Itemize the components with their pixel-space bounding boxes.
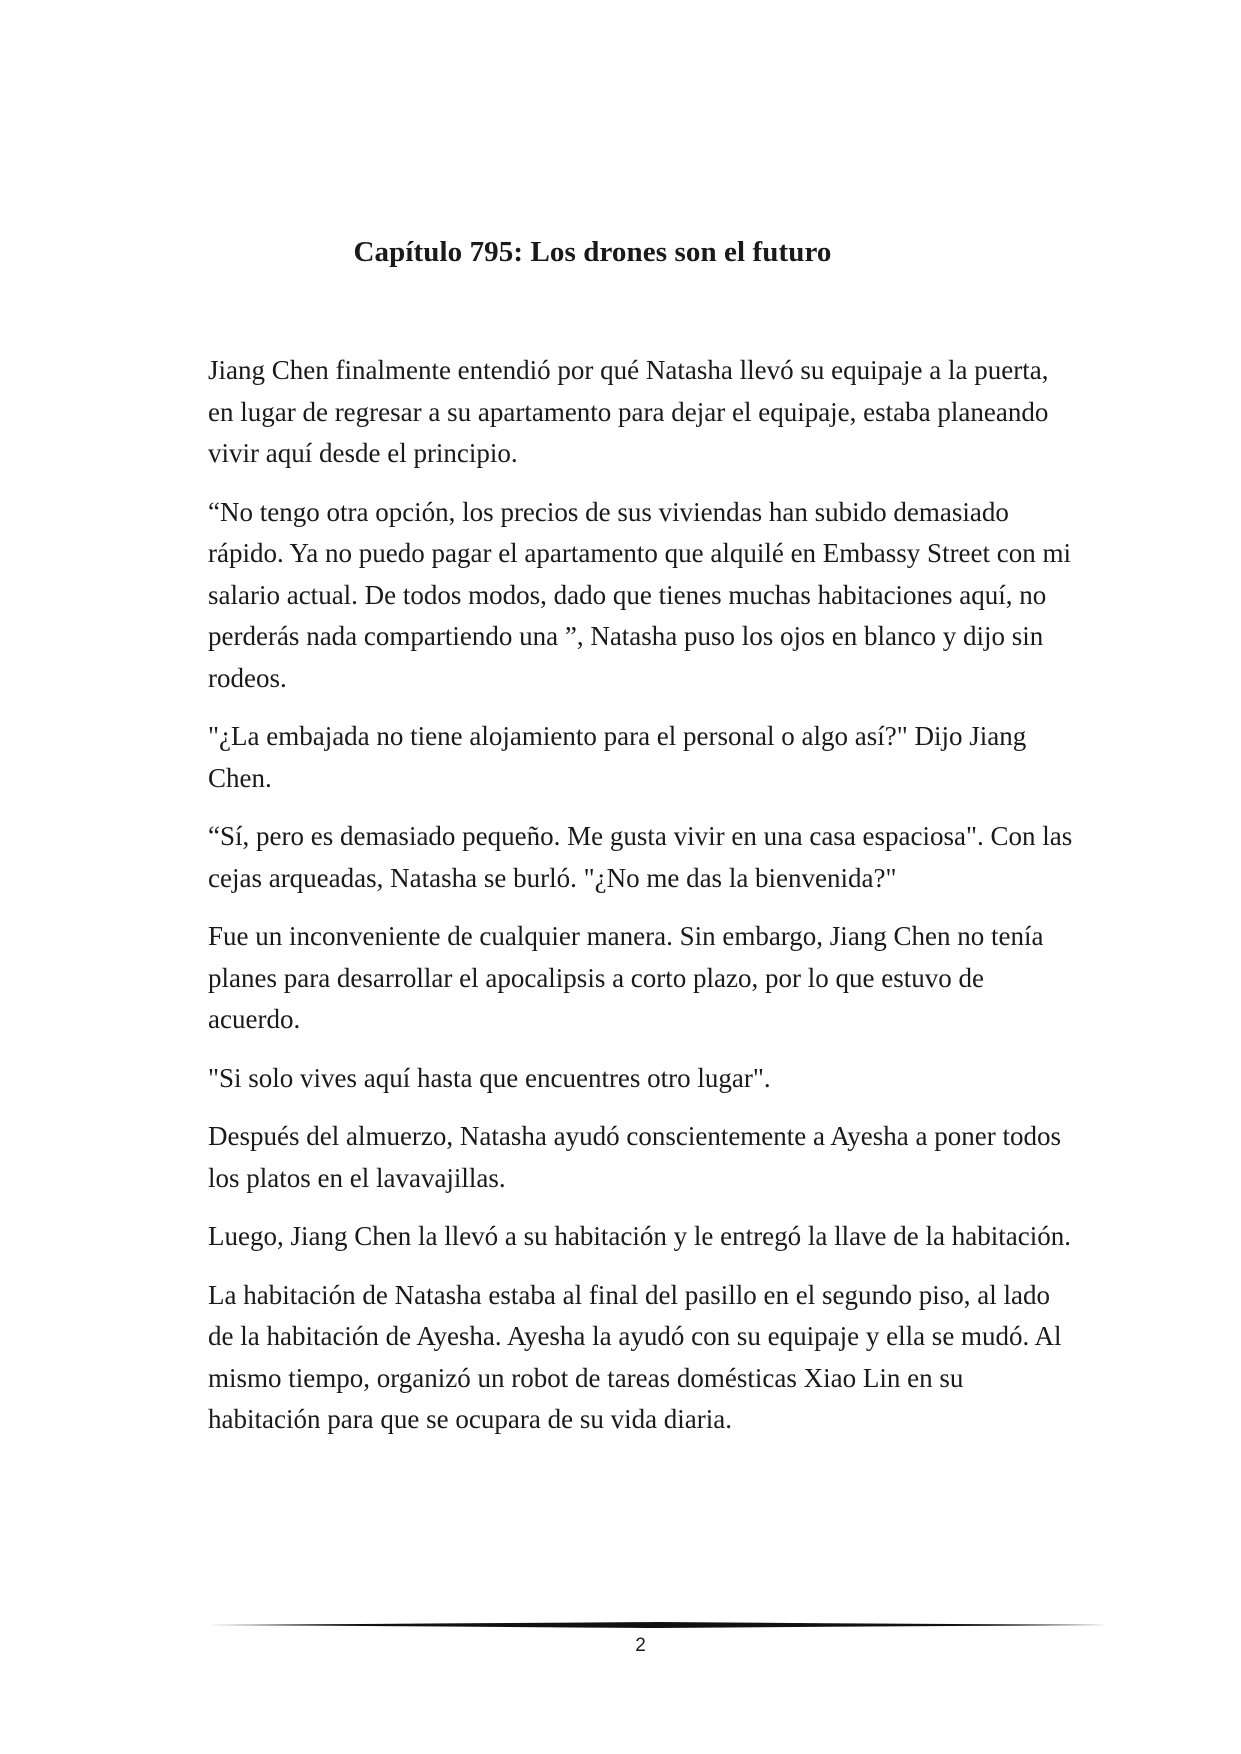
paragraph: Luego, Jiang Chen la llevó a su habitación y le entregó la llave de la habitación. <box>208 1221 1071 1251</box>
paragraph: Después del almuerzo, Natasha ayudó conscientemente a Ayesha a poner todos los platos en el lavavajillas. <box>208 1121 1061 1193</box>
paragraph: "Si solo vives aquí hasta que encuentres otro lugar". <box>208 1062 771 1093</box>
paragraph: “Sí, pero es demasiado pequeño. Me gusta vivir en una casa espaciosa". Con las cejas arqueadas, Natasha se burló. "¿No me das la bienvenida?" <box>208 821 1073 893</box>
paragraph: La habitación de Natasha estaba al final del pasillo en el segundo piso, al lado de la habitación de Ayesha. Ayesha la ayudó con su equipaje y ella se mudó. Al mismo tiempo, organizó un robot de tareas domésticas Xiao Lin en su habitación para que se ocupara de su vida diaria. <box>208 1279 1062 1434</box>
page-number: 2 <box>635 1635 646 1656</box>
footer-divider <box>208 1621 1108 1629</box>
paragraph: Jiang Chen finalmente entendió por qué Natasha llevó su equipaje a la puerta, en lugar de regresar a su apartamento para dejar el equipaje, estaba planeando vivir aquí desde el principio. <box>208 355 1049 468</box>
chapter-title: Capítulo 795: Los drones son el futuro <box>353 236 832 268</box>
paragraph: “No tengo otra opción, los precios de sus viviendas han subido demasiado rápido. Ya no puedo pagar el apartamento que alquilé en Embassy Street con mi salario actual. De todos modos, dado que tienes muchas habitaciones aquí, no perderás nada compartiendo una ”, Natasha puso los ojos en blanco y dijo sin rodeos. <box>208 496 1072 693</box>
chapter-body <box>208 350 1078 1458</box>
paragraph: "¿La embajada no tiene alojamiento para el personal o algo así?" Dijo Jiang Chen. <box>208 721 1027 793</box>
paragraph: Fue un inconveniente de cualquier manera. Sin embargo, Jiang Chen no tenía planes para desarrollar el apocalipsis a corto plazo, por lo que estuvo de acuerdo. <box>208 921 1044 1034</box>
